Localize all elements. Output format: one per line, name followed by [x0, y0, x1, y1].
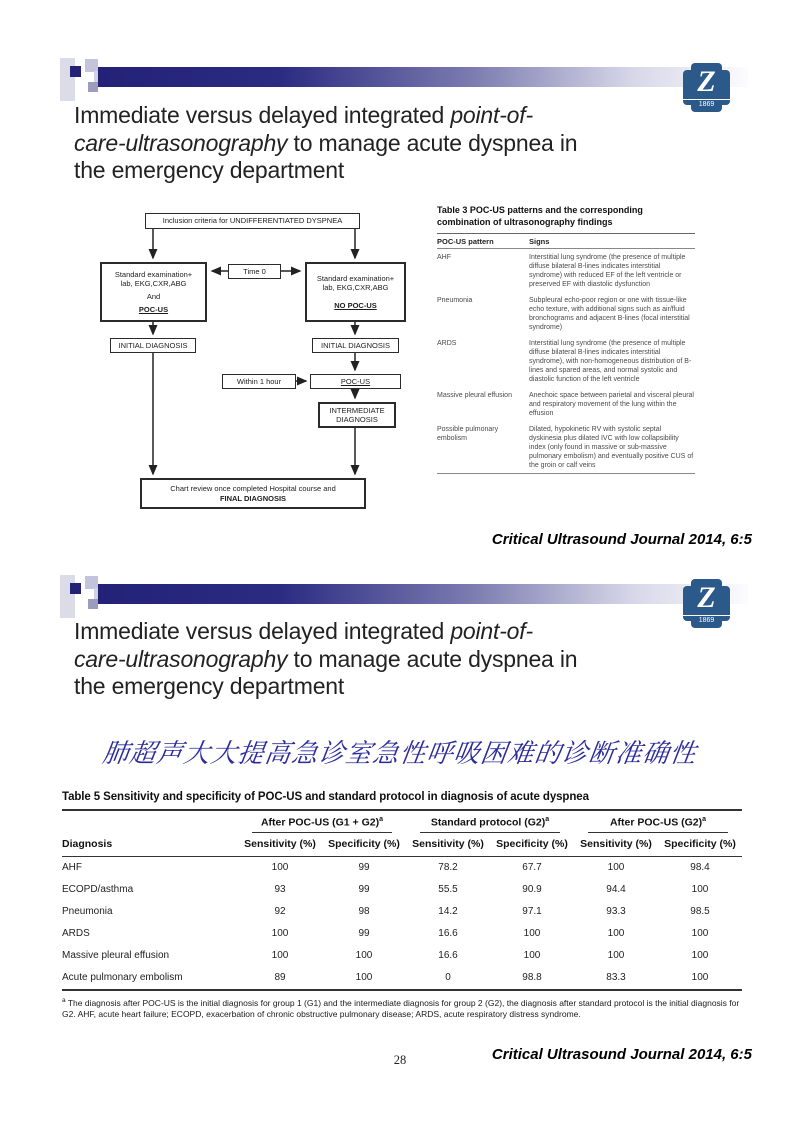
deco-square-gray — [88, 599, 98, 609]
table3-col-pattern: POC-US pattern — [437, 234, 529, 249]
table5-footnote: $^a$ The diagnosis after POC-US is the initial diagnosis for group 1 (G1) and the intermediate diagnosis for group 2 (G2), the diagnosis after standard protocol is the initial diagnosis for G2. AHF, acute heart failure; ECOPD, exacerbation of chronic obstructive pulmonary disease; ARDS, acute respiratory distress syndrome. — [62, 996, 740, 1019]
table5-col-sensitivity: Sensitivity (%) — [574, 833, 658, 857]
z1869-logo — [683, 63, 730, 112]
table3-col-signs: Signs — [529, 234, 695, 249]
table5-col-sensitivity: Sensitivity (%) — [406, 833, 490, 857]
slide1-title: Immediate versus delayed integrated point-of-care-ultrasonography to manage acute dyspnea in the emergency department — [74, 102, 578, 183]
flow-box-intermediate-diagnosis: INTERMEDIATE DIAGNOSIS — [318, 402, 396, 428]
logo-letter: Z — [697, 65, 716, 98]
chinese-headline: 肺超声大大提高急诊室急性呼吸困难的诊断准确性 — [100, 738, 699, 768]
flowchart-arrows — [95, 205, 425, 525]
table3-pocus-patterns — [437, 205, 695, 474]
deco-square-gray — [88, 82, 98, 92]
table3-title: Table 3 POC-US patterns and the corresponding combination of ultrasonography findings — [437, 205, 643, 227]
deco-gradient-bar — [98, 584, 748, 604]
flow-box-within-1-hour: Within 1 hour — [222, 374, 296, 389]
flow-box-standard-pocus: Standard examination+ lab, EKG,CXR,ABG And POC-US — [100, 262, 207, 322]
table5-row: AHF 100 99 78.2 67.7 100 98.4 — [62, 862, 710, 873]
table5-title: Table 5 Sensitivity and specificity of POC-US and standard protocol in diagnosis of acute dyspnea — [62, 791, 589, 803]
table5-row: ECOPD/asthma 93 99 55.5 90.9 94.4 100 — [62, 884, 709, 895]
table5-row: Pneumonia 92 98 14.2 97.1 93.3 98.5 — [62, 906, 710, 917]
citation-slide1: Critical Ultrasound Journal 2014, 6:5 — [491, 531, 752, 548]
table5-row: Acute pulmonary embolism 89 100 0 98.8 83.3 100 — [62, 967, 742, 990]
deco-vertical-bar — [60, 575, 75, 618]
table5-row: Massive pleural effusion 100 100 16.6 100 100 100 — [62, 950, 709, 961]
flow-box-initial-diagnosis-left: INITIAL DIAGNOSIS — [110, 338, 196, 353]
flow-box-inclusion: Inclusion criteria for UNDIFFERENTIATED DYSPNEA — [145, 213, 360, 229]
flow-box-initial-diagnosis-right: INITIAL DIAGNOSIS — [312, 338, 399, 353]
page-number: 28 — [393, 1053, 407, 1067]
slide2-title: Immediate versus delayed integrated point-of-care-ultrasonography to manage acute dyspnea in the emergency department — [74, 618, 578, 699]
flow-box-time0: Time 0 — [228, 264, 281, 279]
table5-col-specificity: Specificity (%) — [658, 833, 742, 857]
table3-row: Possible pulmonary embolism Dilated, hypokinetic RV with systolic septal dyskinesia plus dilated IVC with low collapsibility index (only found in massive or sub-massive pulmonary embolism) and eventually positive CUS of the groin or calf veins — [437, 425, 694, 469]
table5-col-specificity: Specificity (%) — [322, 833, 406, 857]
table5-col-diagnosis: Diagnosis — [62, 833, 238, 857]
deco-vertical-bar — [60, 58, 75, 101]
slide2-header-bar — [60, 574, 750, 622]
table3-row: Massive pleural effusion Anechoic space between parietal and visceral pleural and respiratory movement of the lung within the effusion — [437, 391, 694, 417]
flow-box-pocus: POC-US — [310, 374, 401, 389]
citation-slide2: Critical Ultrasound Journal 2014, 6:5 — [491, 1046, 752, 1063]
flow-box-standard-no-pocus: Standard examination+ lab, EKG,CXR,ABG NO POC-US — [305, 262, 406, 322]
table3-row: Pneumonia Subpleural echo-poor region or one with tissue-like echo texture, with additional signs such as air/fluid bronchograms and adjacent B-lines (focal interstitial syndrome) — [437, 296, 690, 331]
table5-group-standard-protocol: Standard protocol $(G2)^a$ — [406, 810, 574, 833]
table5-sensitivity-specificity — [62, 791, 742, 1020]
logo-year: 1869 — [683, 615, 730, 624]
slide1-header-bar — [60, 57, 750, 105]
table5-group-after-pocus-g2: After POC-US $(G2)^a$ — [574, 810, 742, 833]
table5-col-sensitivity: Sensitivity (%) — [238, 833, 322, 857]
deco-square-navy — [70, 66, 81, 77]
flow-box-final-diagnosis: Chart review once completed Hospital course and FINAL DIAGNOSIS — [140, 478, 366, 509]
z1869-logo — [683, 579, 730, 628]
deco-square-navy — [70, 583, 81, 594]
table5-row: ARDS 100 99 16.6 100 100 100 — [62, 928, 709, 939]
table3-row: AHF Interstitial lung syndrome (the presence of multiple diffuse bilateral B-lines indicates interstitial syndrome) with reduced EF of the left ventricle or preserved EF with diastolic dysfunction — [437, 253, 686, 288]
deco-gradient-bar — [98, 67, 748, 87]
study-flowchart — [95, 205, 425, 525]
table5-group-after-pocus-g1g2: After POC-US $(G1 + G2)^a$ — [238, 810, 406, 833]
logo-letter: Z — [697, 581, 716, 614]
logo-year: 1869 — [683, 99, 730, 108]
table3-row: ARDS Interstitial lung syndrome (the presence of multiple diffuse bilateral B-lines indicates interstitial syndrome), with non-homogeneous distribution of B-lines and spared areas, and normal systolic and diastolic function of the left ventricle — [437, 339, 692, 383]
table5-col-specificity: Specificity (%) — [490, 833, 574, 857]
